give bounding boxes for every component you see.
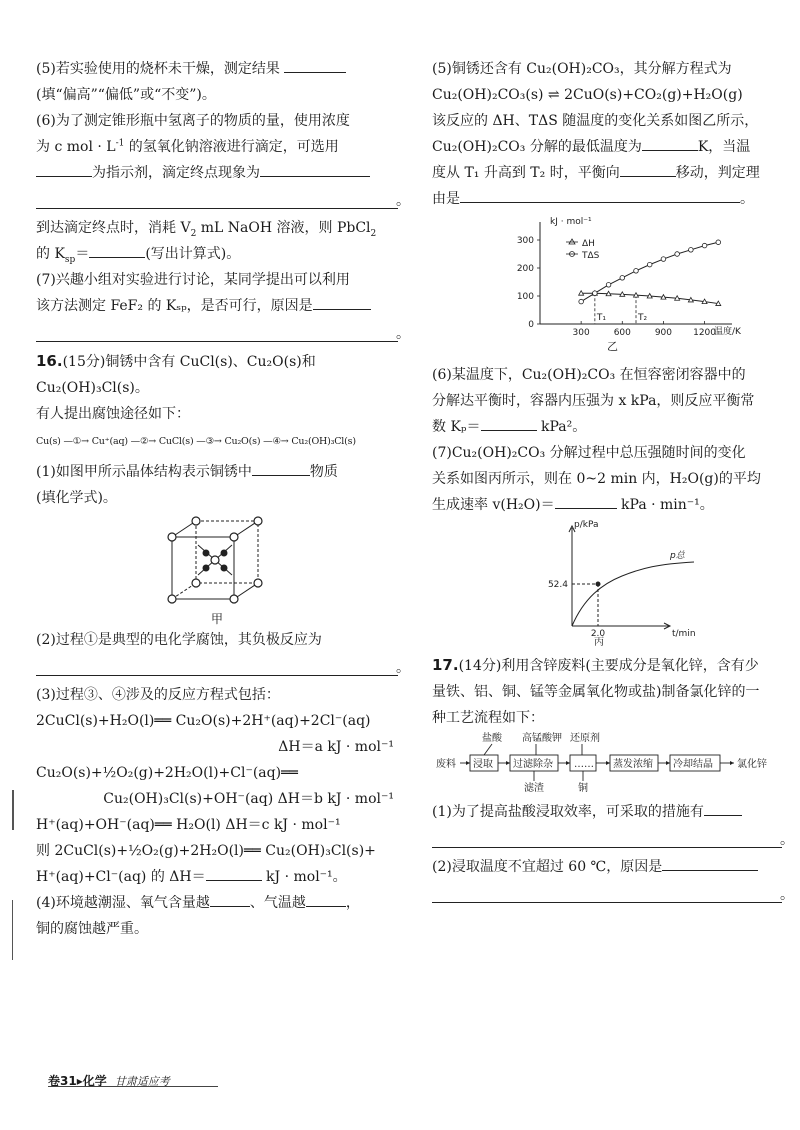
equation-4b: H⁺(aq)+Cl⁻(aq) 的 ΔH＝ kJ · mol⁻¹。: [36, 864, 398, 890]
oxygen-blank[interactable]: [210, 892, 250, 907]
formula-blank[interactable]: [252, 461, 310, 476]
q16-5-line5: 度从 T₁ 升高到 T₂ 时，平衡向 移动，判定理: [432, 160, 782, 186]
flow-input-reductant: 还原剂: [570, 733, 600, 744]
x-tick-label: 1200: [693, 328, 717, 338]
process-flow-diagram: [432, 731, 782, 795]
chart-bing: [432, 518, 782, 646]
q17-line3: 种工艺流程如下：: [432, 710, 544, 726]
q15-7-line2: 该方法测定 FeF₂ 的 Kₛₚ，是否可行，原因是: [36, 293, 398, 319]
reason-blank[interactable]: [313, 295, 371, 310]
flow-input-kmno4: 高锰酸钾: [522, 733, 562, 744]
tds-point: [593, 291, 598, 296]
rate-blank[interactable]: [555, 494, 617, 509]
q16-6-line3: 数 Kₚ＝ kPa²。: [432, 414, 782, 440]
chart-bing-xlabel: t/min: [672, 629, 696, 639]
temperature-reason-blank[interactable]: [662, 856, 758, 871]
chart-bing-caption: 丙: [594, 637, 604, 646]
chart-yi-xlabel: 温度/K: [714, 327, 741, 337]
corrosion-chain: Cu(s) —①→ Cu⁺(aq) —②→ CuCl(s) —③→ Cu₂O(s) —④→ Cu₂(OH)₃Cl(s): [36, 436, 356, 447]
q17-line2: 量铁、铝、铜、锰等金属氧化物或盐)制备氯化锌的一: [432, 684, 760, 700]
temperature-blank[interactable]: [306, 892, 346, 907]
q16-7-line2: 关系如图丙所示，则在 0~2 min 内，H₂O(g)的平均: [432, 471, 761, 487]
tds-point: [675, 252, 680, 257]
chart-yi: [432, 212, 782, 362]
equation-3: H⁺(aq)+OH⁻(aq)══ H₂O(l) ΔH＝c kJ · mol⁻¹: [36, 817, 341, 833]
legend-tds: TΔS: [582, 251, 600, 261]
tds-point: [716, 240, 721, 245]
right-column: [432, 56, 794, 909]
equation-1: 2CuCl(s)+H₂O(l)══ Cu₂O(s)+2H⁺(aq)+2Cl⁻(aq): [36, 713, 371, 729]
pressure-curve: [572, 562, 694, 626]
min-temp-blank[interactable]: [642, 136, 698, 151]
y-value-label: 52.4: [547, 580, 568, 590]
reason-blank[interactable]: [460, 188, 740, 203]
p-total-label: p总: [670, 551, 685, 561]
answer-line[interactable]: 。: [432, 880, 782, 903]
tds-point: [661, 257, 666, 262]
equation-1-dh: ΔH＝a kJ · mol⁻¹: [278, 739, 394, 755]
flow-start: 废料: [436, 759, 456, 770]
q15-6-line2: 为 c mol · $L^{-1}$ 的氢氧化钠溶液进行滴定，可选用: [36, 138, 339, 155]
x-tick-label: 900: [654, 328, 673, 338]
tds-point: [634, 269, 639, 274]
flow-step-evaporate: 蒸发浓缩: [613, 759, 653, 770]
q15-6-line3: 为指示剂，滴定终点现象为: [36, 160, 398, 186]
tds-point: [606, 283, 611, 288]
answer-line[interactable]: 。: [36, 319, 398, 342]
x-value-label: 2.0: [590, 629, 606, 639]
t2-label: T₂: [638, 313, 648, 323]
equation-2b: Cu₂(OH)₃Cl(s)+OH⁻(aq) ΔH＝b kJ · mol⁻¹: [103, 791, 394, 807]
x-tick-label: 300: [572, 328, 590, 338]
crystal-structure-figure: [162, 515, 272, 613]
q15-6-line5: 到达滴定终点时，消耗 $V_2$ mL NaOH 溶液，则 PbCl$_2$: [36, 220, 377, 239]
footer-note: 甘肃适应考: [114, 1075, 170, 1088]
left-column: [36, 56, 410, 942]
q16-2-line1: (2)过程①是典型的电化学腐蚀，其负极反应为: [36, 632, 322, 648]
endpoint-blank[interactable]: [260, 162, 370, 177]
y-tick-label: 0: [528, 320, 534, 330]
figure-caption-jia: 甲: [210, 612, 223, 626]
q16-4-line1: (4)环境越潮湿、氧气含量越 、气温越 ，: [36, 890, 398, 916]
answer-line[interactable]: 。: [36, 653, 398, 676]
t1-label: T₁: [596, 313, 606, 323]
q17-line1: 17.(14分)利用含锌废料(主要成分是氧化锌，含有少: [432, 656, 759, 674]
q17-1: (1)为了提高盐酸浸取效率，可采取的措施有: [432, 799, 782, 825]
q16-6-line2: 分解达平衡时，容器内压强为 x kPa，则反应平衡常: [432, 393, 755, 409]
flow-step-crystallize: 冷却结晶: [673, 759, 713, 770]
flow-end: 氯化锌: [737, 759, 767, 770]
margin-mark: [12, 900, 13, 960]
kp-blank[interactable]: [481, 416, 537, 431]
q16-5-line4: Cu₂(OH)₂CO₃ 分解的最低温度为 K，当温: [432, 134, 782, 160]
x-tick-label: 600: [613, 328, 631, 338]
q15-5-line2: (填“偏高”“偏低”或“不变”)。: [36, 87, 216, 103]
flow-step-ellipsis: ……: [574, 759, 594, 770]
chart-bing-ylabel: p/kPa: [574, 520, 599, 530]
tds-point: [702, 243, 707, 248]
tds-point: [579, 299, 584, 304]
dh-blank[interactable]: [206, 866, 262, 881]
q16-7-line3: 生成速率 v(H₂O)＝ kPa · min⁻¹。: [432, 492, 782, 518]
answer-line[interactable]: 。: [36, 186, 398, 209]
q16-5-line3: 该反应的 ΔH、TΔS 随温度的变化关系如图乙所示，: [432, 113, 759, 129]
q16-intro1: 16.(15分)铜锈中含有 CuCl(s)、Cu₂O(s)和 Cu₂(OH)₃Cl(s)。: [36, 352, 316, 396]
measure-blank[interactable]: [704, 801, 742, 816]
equation-2a: Cu₂O(s)+½O₂(g)+2H₂O(l)+Cl⁻(aq)══: [36, 765, 298, 781]
chart-yi-caption: 乙: [607, 340, 618, 353]
q16-5-line2: Cu₂(OH)₂CO₃(s) ⇌ 2CuO(s)+CO₂(g)+H₂O(g): [432, 87, 743, 103]
q15-6-line6: 的 $K_{sp}=$ (写出计算式)。: [36, 241, 398, 267]
footer-label: 卷31▸化学: [48, 1074, 107, 1088]
legend-dh: ΔH: [582, 239, 595, 249]
y-tick-label: 300: [516, 236, 534, 246]
direction-blank[interactable]: [620, 162, 676, 177]
tds-point: [647, 262, 652, 267]
q16-1-line1: (1)如图甲所示晶体结构表示铜锈中 物质: [36, 459, 398, 485]
y-tick-label: 100: [516, 292, 534, 302]
flow-output-residue: 滤渣: [524, 783, 544, 794]
q16-6-line1: (6)某温度下，Cu₂(OH)₂CO₃ 在恒容密闭容器中的: [432, 367, 746, 383]
q16-4-line2: 铜的腐蚀越严重。: [36, 921, 148, 937]
flow-step-filter: 过滤除杂: [513, 759, 553, 770]
flow-step-leach: 浸取: [473, 759, 493, 770]
data-point: [596, 582, 601, 587]
answer-blank[interactable]: [284, 58, 346, 73]
q16-5-line1: (5)铜锈还含有 Cu₂(OH)₂CO₃，其分解方程式为: [432, 61, 732, 77]
q16-3-line1: (3)过程③、④涉及的反应方程式包括：: [36, 687, 280, 703]
margin-mark: [12, 790, 14, 830]
q15-5-line1: (5)若实验使用的烧杯未干燥，测定结果: [36, 56, 398, 82]
tds-point: [689, 248, 694, 253]
indicator-blank[interactable]: [36, 162, 92, 177]
chart-yi-unit: kJ · mol⁻¹: [550, 217, 592, 227]
q16-1-line2: (填化学式)。: [36, 490, 117, 506]
flow-input-hcl: 盐酸: [482, 733, 502, 744]
q16-7-line1: (7)Cu₂(OH)₂CO₃ 分解过程中总压强随时间的变化: [432, 445, 746, 461]
y-tick-label: 200: [516, 264, 534, 274]
answer-line[interactable]: 。: [432, 825, 782, 848]
q15-7-line1: (7)兴趣小组对实验进行讨论，某同学提出可以利用: [36, 272, 350, 288]
footer-rule: [48, 1086, 218, 1087]
equation-4a: 则 2CuCl(s)+½O₂(g)+2H₂O(l)══ Cu₂(OH)₃Cl(s)+: [36, 843, 376, 859]
q16-5-line6: 由是 。: [432, 186, 782, 212]
tds-point: [620, 276, 625, 281]
ksp-blank[interactable]: [89, 243, 145, 258]
q15-6-line1: (6)为了测定锥形瓶中氢离子的物质的量，使用浓度: [36, 113, 350, 129]
page-footer: [48, 1068, 170, 1095]
q16-intro2: 有人提出腐蚀途径如下：: [36, 406, 190, 422]
q17-2: (2)浸取温度不宜超过 60 ℃，原因是: [432, 854, 782, 880]
flow-output-copper: 铜: [578, 783, 588, 794]
